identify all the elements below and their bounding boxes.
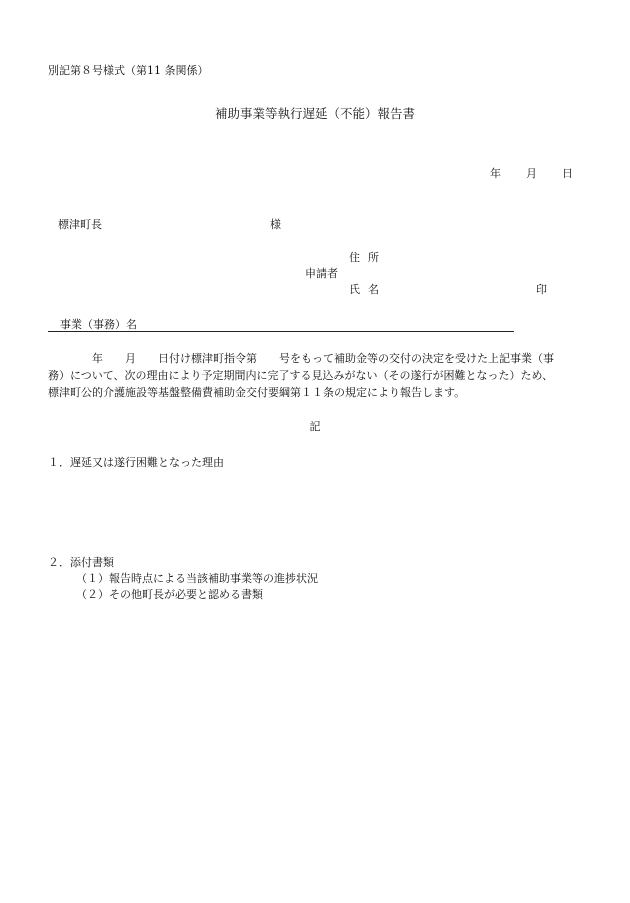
page-title: 補助事業等執行遅延（不能）報告書: [214, 106, 415, 121]
attachment-sub-1: （１）報告時点による当該補助事業等の進捗状況: [76, 572, 318, 585]
body-line-1: [48, 350, 584, 367]
ki-heading: 記: [309, 420, 321, 433]
form-number: 別記第８号様式（第11 条関係）: [48, 64, 209, 77]
addressee-suffix: 様: [270, 218, 281, 231]
date-year-label: 年: [490, 167, 501, 180]
item-2-attachments: ２．添付書類: [48, 556, 114, 569]
item-1-delay-reason: １．遅延又は遂行困難となった理由: [48, 456, 224, 469]
address-label: 住所: [349, 251, 387, 264]
seal-mark: 印: [536, 283, 547, 296]
body-line-1a: 日付け標津町指令第: [158, 352, 257, 365]
applicant-label: 申請者: [305, 267, 338, 280]
project-name-label: 事業（事務）名: [60, 318, 137, 331]
body-line-2: 務）について、次の理由により予定期間内に完了する見込みがない（その遂行が困難となった）ため、: [48, 369, 554, 382]
body-year: 年: [92, 352, 103, 365]
attachment-sub-2: （２）その他町長が必要と認める書類: [76, 588, 263, 601]
date-month-label: 月: [526, 167, 537, 180]
addressee-name: 標津町長: [58, 218, 102, 231]
body-month: 月: [125, 352, 136, 365]
body-line-3: 標津町公的介護施設等基盤整備費補助金交付要綱第１１条の規定により報告します。: [48, 386, 466, 399]
body-line-1b: 号をもって補助金等の交付の決定を受けた上記事業（事: [279, 352, 554, 365]
name-label: 氏名: [349, 283, 387, 296]
date-day-label: 日: [562, 167, 573, 180]
project-name-underline: [48, 331, 514, 332]
report-body: [48, 350, 584, 401]
